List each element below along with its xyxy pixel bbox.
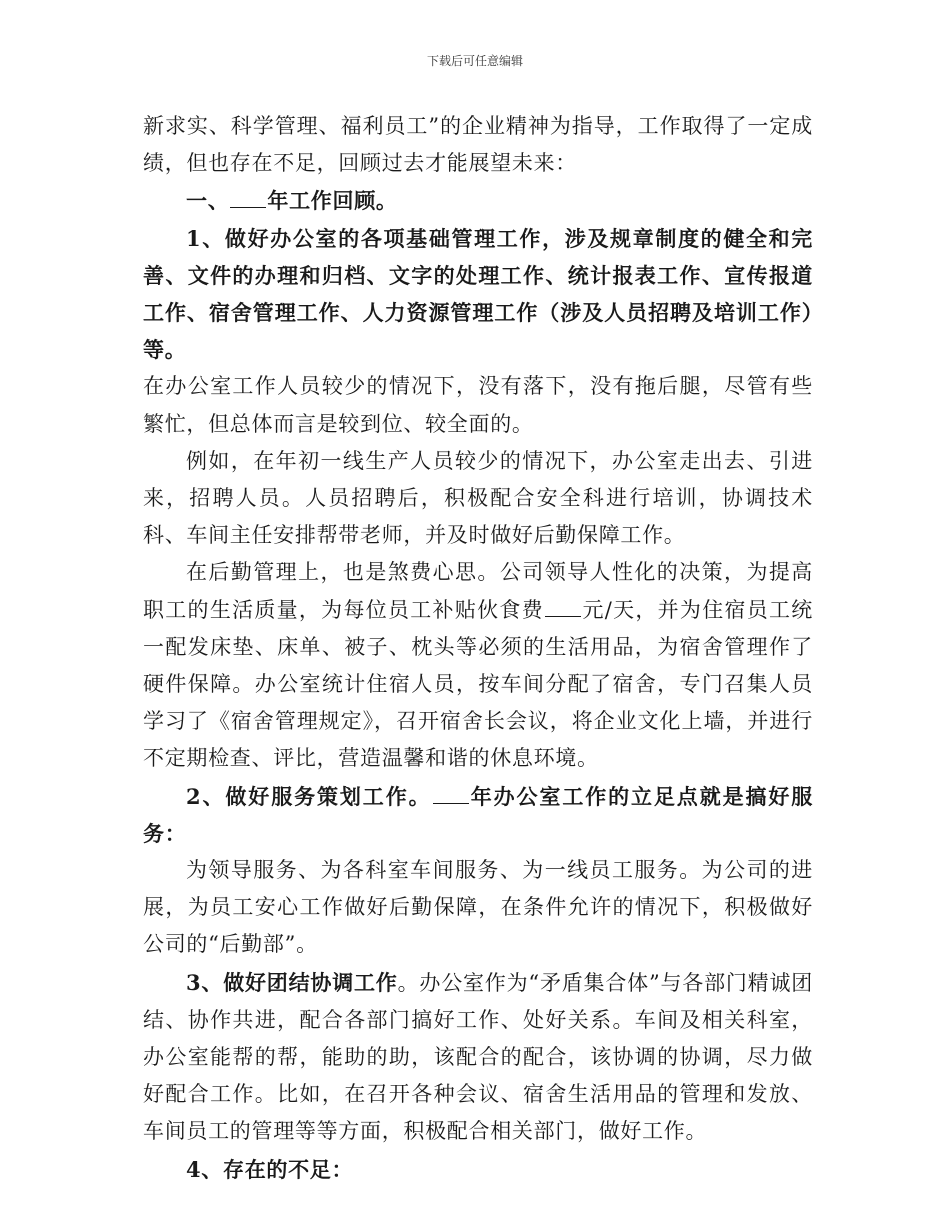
logistics-suffix: 元/天，并为住宿员工统一配发床垫、床单、被子、枕头等必须的生活用品，为宿舍管理作了硬件保障。办公室统计住宿人员，按车间分配了宿舍，专门召集人员学习了《宿舍管理规定》，召开宿舍长会议，将企业文化上墙，并进行不定期检查、评比，营造温馨和谐的休息环境。 — [143, 597, 813, 771]
item-3-heading: 3、做好团结协调工作 — [186, 969, 398, 995]
item-2-suffix: 年办公室工作的立足点就是搞好服务： — [143, 783, 814, 846]
item-2-prefix: 2、做好服务策划工作。 — [186, 783, 432, 809]
year-blank-2 — [433, 802, 469, 804]
heading-prefix: 一、 — [186, 188, 230, 214]
paragraph-intro: 新求实、科学管理、福利员工”的企业精神为指导，工作取得了一定成绩，但也存在不足，回顾过去才能展望未来： — [143, 114, 813, 176]
document-body — [143, 108, 813, 1188]
paragraph-logistics — [143, 554, 813, 777]
heading-suffix: 年工作回顾。 — [267, 188, 398, 214]
logistics-prefix: 在后勤管理上，也是煞费心思。公司领导人性化的决策，为提高职工的生活质量，为每位员工补贴伙食费 — [143, 560, 813, 622]
paragraph-item-2 — [143, 778, 813, 852]
item-3-text: 。办公室作为“矛盾集合体”与各部门精诚团结、协作共进，配合各部门搞好工作、处好关系。车间及相关科室，办公室能帮的帮，能助的助，该配合的配合，该协调的协调，尽力做好配合工作。比如，在召开各种会议、宿舍生活用品的管理和发放、车间员工的管理等等方面，积极配合相关部门，做好工作。 — [143, 970, 813, 1144]
page-header: 下载后可任意编辑 — [426, 54, 523, 68]
year-blank — [230, 206, 266, 208]
paragraph-example: 例如，在年初一线生产人员较少的情况下，办公室走出去、引进来，招聘人员。人员招聘后，积极配合安全科进行培训，协调技术科、车间主任安排帮带老师，并及时做好后勤保障工作。 — [143, 448, 813, 548]
paragraph-item-3 — [143, 964, 813, 1151]
paragraph-item-4: 4、存在的不足： — [186, 1156, 354, 1182]
paragraph-item-1: 1、做好办公室的各项基础管理工作，涉及规章制度的健全和完善、文件的办理和归档、文字的处理工作、统计报表工作、宣传报道工作、宿舍管理工作、人力资源管理工作（涉及人员招聘及培训工作）等。 — [143, 225, 813, 363]
paragraph-item-1-detail: 在办公室工作人员较少的情况下，没有落下，没有拖后腿，尽管有些繁忙，但总体而言是较到位、较全面的。 — [143, 374, 813, 436]
section-heading-review — [143, 182, 813, 219]
paragraph-item-2-detail: 为领导服务、为各科室车间服务、为一线员工服务。为公司的进展，为员工安心工作做好后勤保障，在条件允许的情况下，积极做好公司的“后勤部”。 — [143, 858, 813, 957]
amount-blank — [545, 615, 581, 617]
